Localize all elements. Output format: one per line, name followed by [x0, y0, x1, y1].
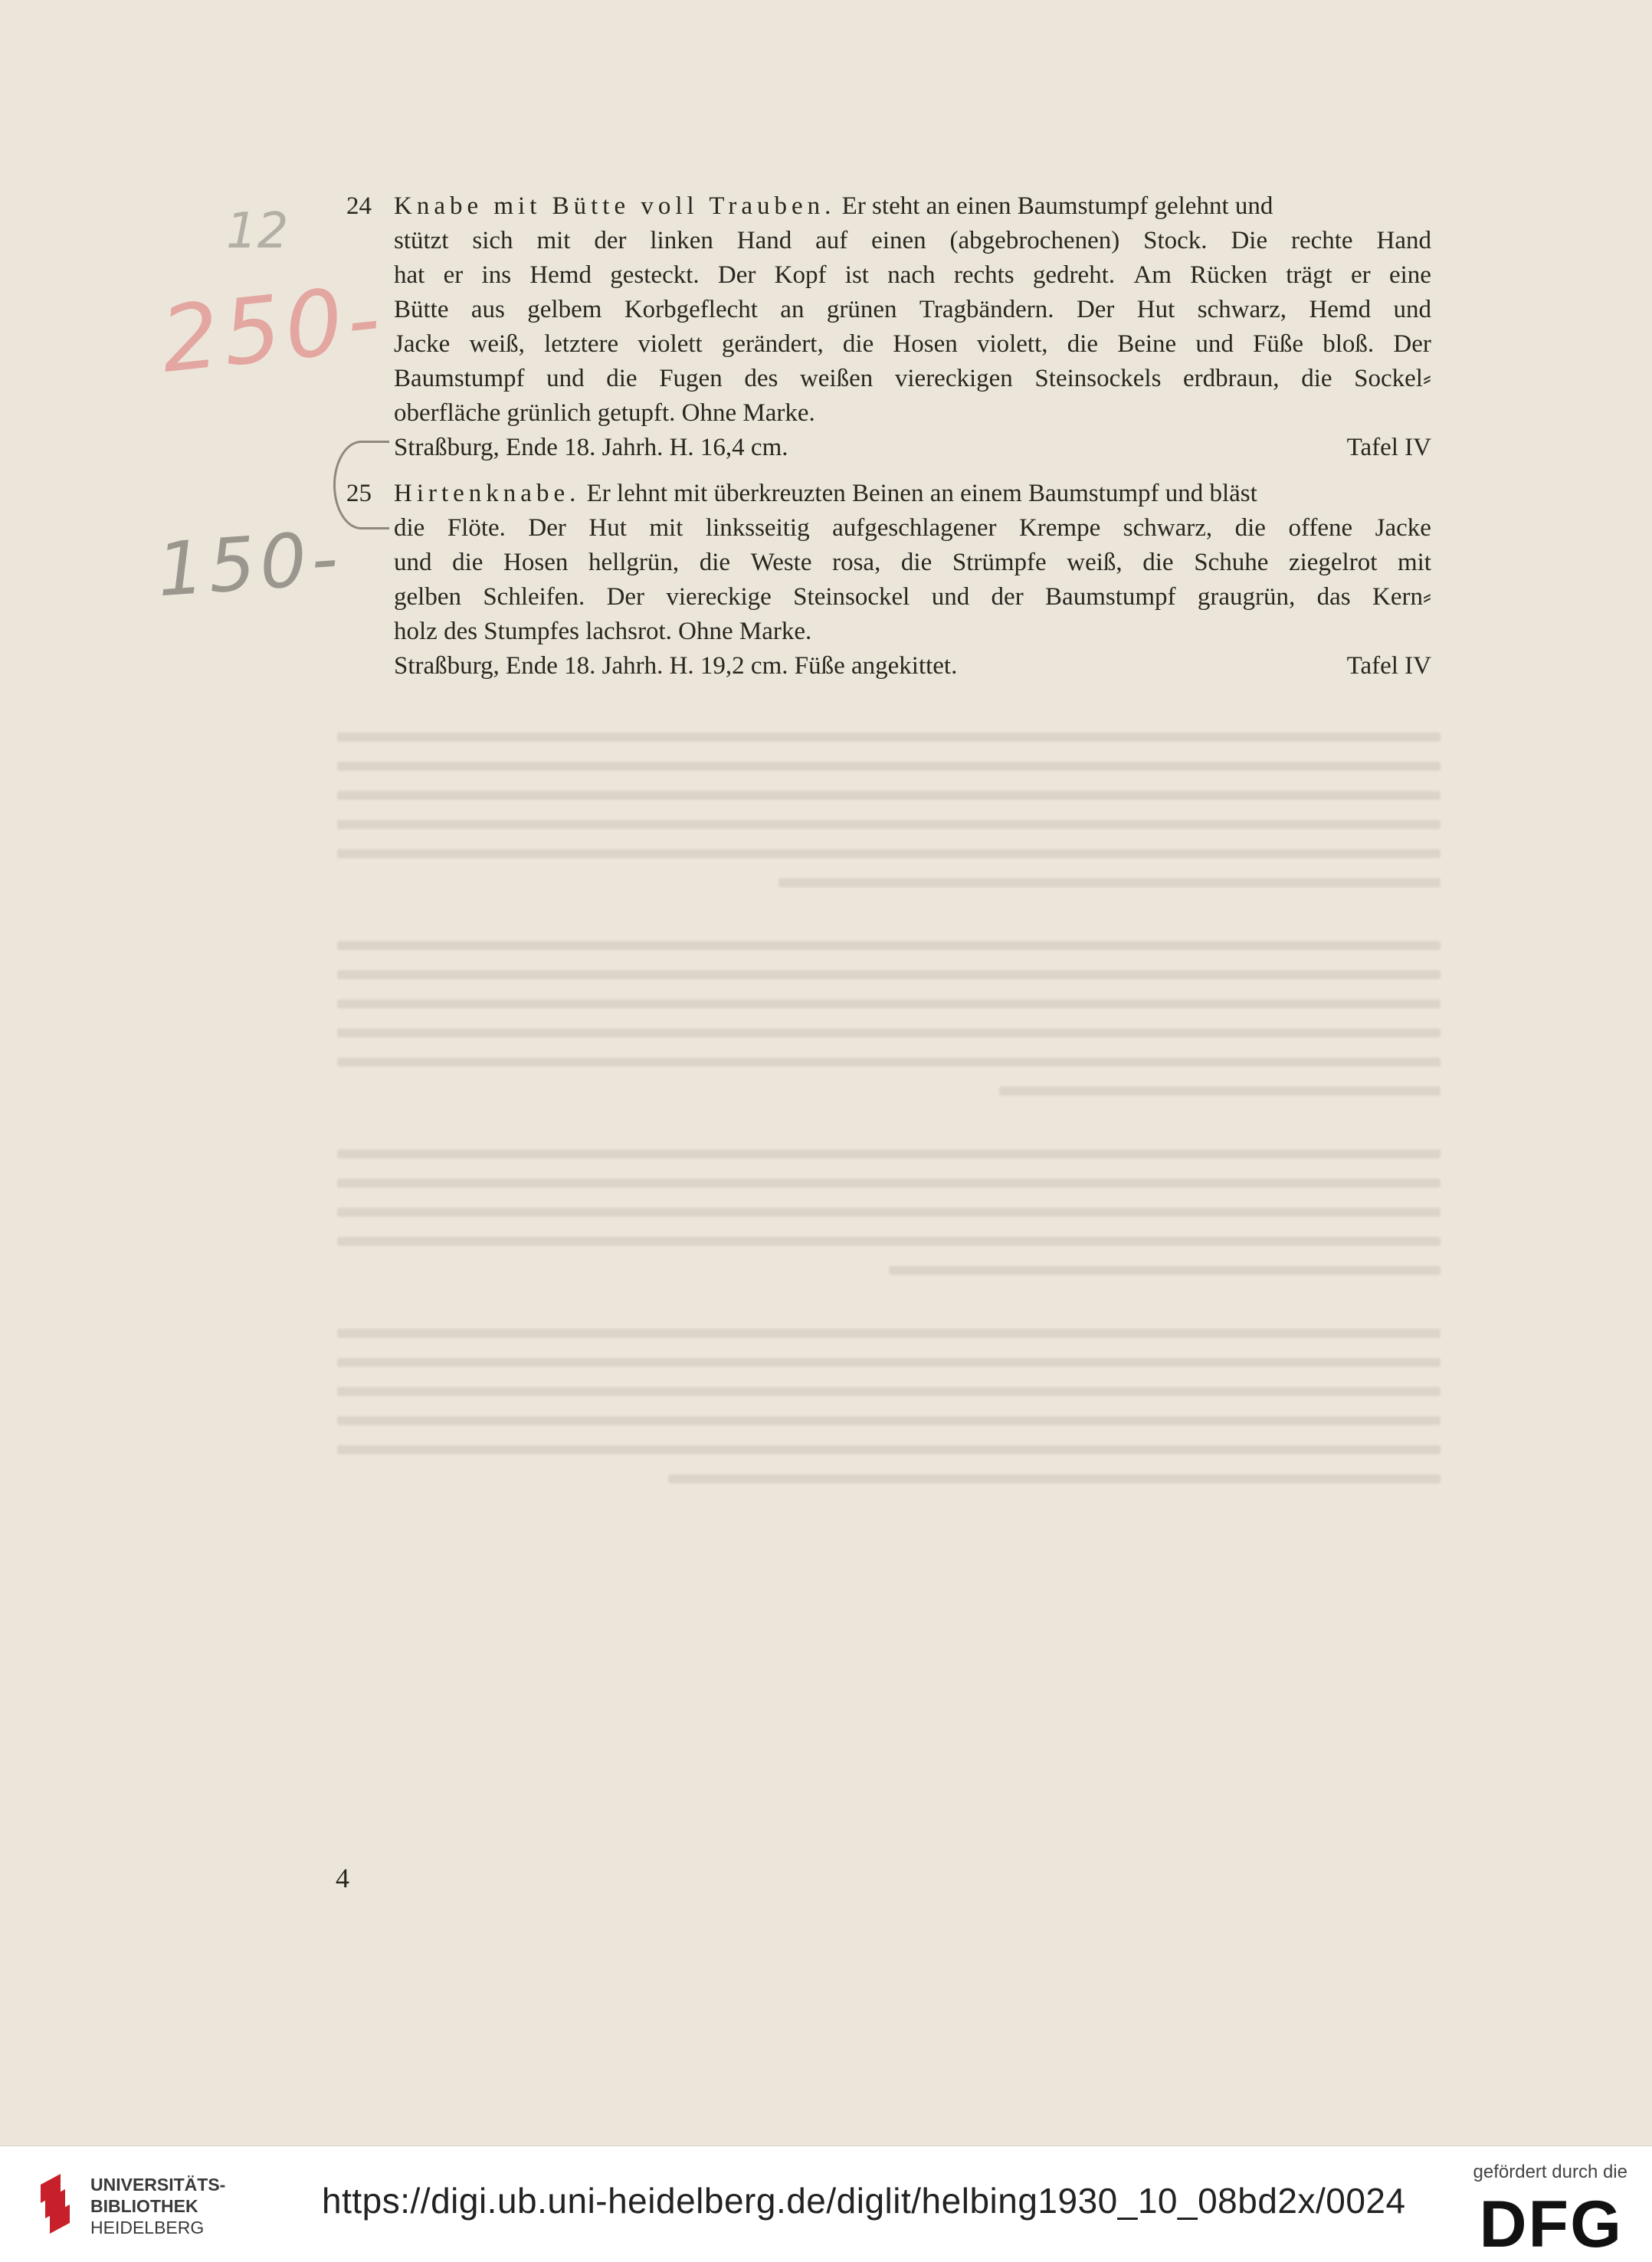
library-name: UNIVERSITÄTS- BIBLIOTHEK HEIDELBERG — [90, 2175, 226, 2237]
pencil-mark: 12 — [226, 203, 289, 260]
entry-text-line: und die Hosen hellgrün, die Weste rosa, die Strümpfe weiß, die Schuhe ziegelrot mit — [394, 549, 1431, 576]
permalink-url[interactable]: https://digi.ub.uni-heidelberg.de/diglit/helbing1930_10_08bd2x/0024 — [322, 2181, 1406, 2221]
entry-text-line: holz des Stumpfes lachsrot. Ohne Marke. — [394, 618, 812, 645]
entry-text-line: stützt sich mit der linken Hand auf einen (abgebrochenen) Stock. Die rechte Hand — [394, 227, 1431, 254]
entry-source-line — [394, 431, 1431, 465]
bleed-through-text — [337, 713, 1441, 1847]
entry-source-line — [394, 649, 1431, 684]
entry-plate: Tafel IV — [1346, 652, 1431, 680]
entry-source: Straßburg, Ende 18. Jahrh. H. 16,4 cm. — [394, 434, 788, 461]
entry-text-line: oberfläche grünlich getupft. Ohne Marke. — [394, 399, 815, 427]
entry-text-line: Hirtenknabe. Er lehnt mit überkreuzten Beinen an einem Baumstumpf und bläst — [394, 480, 1257, 507]
entry-source: Straßburg, Ende 18. Jahrh. H. 19,2 cm. Füße angekittet. — [394, 652, 958, 680]
library-logo-icon — [34, 2169, 80, 2238]
page-number: 4 — [336, 1863, 349, 1893]
entry-text-line: Knabe mit Bütte voll Trauben. Er steht an einen Baumstumpf gelehnt und — [394, 192, 1273, 220]
grey-pencil-price: 150- — [154, 514, 346, 614]
entry-number: 24 — [346, 192, 372, 220]
entry-number: 25 — [346, 480, 372, 507]
entry-plate: Tafel IV — [1346, 434, 1431, 461]
dfg-logo: DFG — [1479, 2188, 1623, 2261]
digitization-footer — [0, 2146, 1652, 2262]
entry-text-line: die Flöte. Der Hut mit linksseitig aufgeschlagener Krempe schwarz, die offene Jacke — [394, 514, 1431, 542]
entry-text-line: Baumstumpf und die Fugen des weißen viereckigen Steinsockels erdbraun, die Sockel⸗ — [394, 365, 1431, 392]
entry-text-line: Jacke weiß, letztere violett gerändert, die Hosen violett, die Beine und Füße bloß. Der — [394, 330, 1431, 358]
entry-text-line: Bütte aus gelbem Korbgeflecht an grünen Tragbändern. Der Hut schwarz, Hemd und — [394, 296, 1431, 323]
entry-title: Knabe mit Bütte voll Trauben. — [394, 192, 836, 220]
entry-text-line: gelben Schleifen. Der viereckige Steinsockel und der Baumstumpf graugrün, das Kern⸗ — [394, 583, 1431, 611]
red-pencil-price: 250- — [156, 264, 390, 393]
entry-text-line: hat er ins Hemd gesteckt. Der Kopf ist nach rechts gedreht. Am Rücken trägt er eine — [394, 261, 1431, 289]
entry-title: Hirtenknabe. — [394, 480, 581, 507]
funded-by-label: gefördert durch die — [1473, 2162, 1627, 2182]
